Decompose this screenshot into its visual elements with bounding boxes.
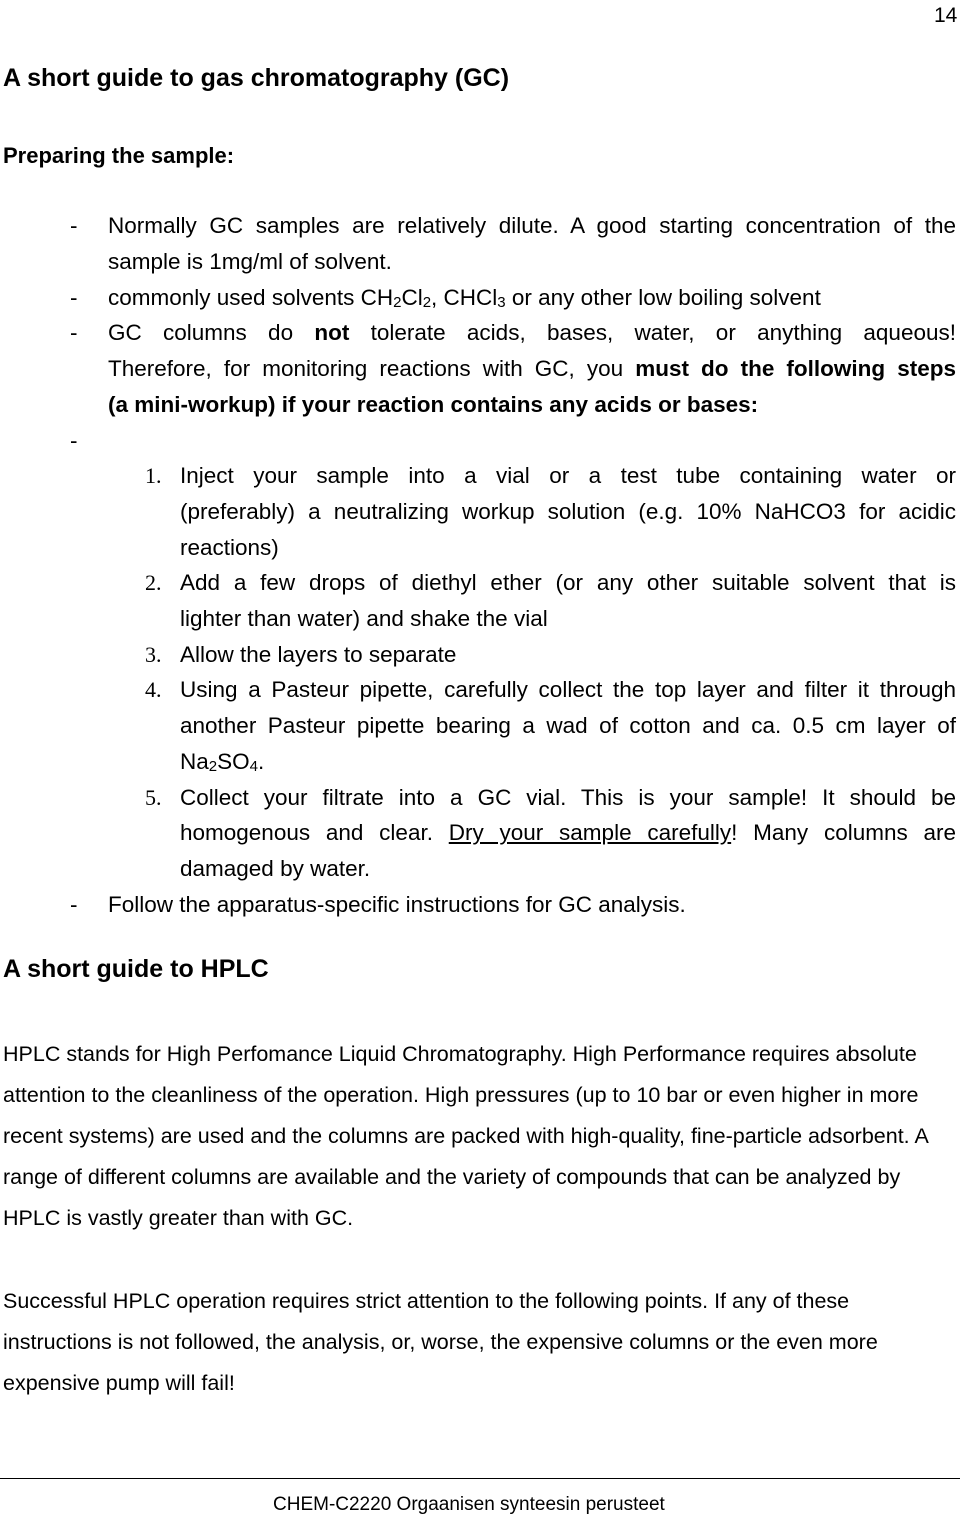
- hplc-paragraph-1: HPLC stands for High Perfomance Liquid Chromatography. High Performance requires absolute attention to the cleanliness of the operation. High pressures (up to 10 bar or even higher in more recent systems) are used and the columns are packed with high-quality, fine-particle adsorbent. A range of different columns are available and the variety of compounds that can be analyzed by HPLC is vastly greater than with GC.: [3, 1042, 928, 1230]
- bullet-dash: -: [70, 428, 78, 453]
- bullet1-line2: sample is 1mg/ml of solvent.: [108, 249, 392, 274]
- preparing-sample-subtitle: Preparing the sample:: [3, 143, 235, 168]
- step5-line2: homogenous and clear. Dry your sample carefully! Many columns are: [180, 820, 957, 845]
- bullet3-line2: Therefore, for monitoring reactions with GC, you must do the following steps: [108, 356, 957, 381]
- bullet-dash: -: [70, 320, 78, 345]
- step-number: 5.: [145, 785, 162, 810]
- page-number: 14: [934, 4, 958, 27]
- step4-line1: Using a Pasteur pipette, carefully collect the top layer and filter it through: [180, 677, 956, 702]
- step-number: 3.: [145, 642, 162, 667]
- step-number: 2.: [145, 570, 162, 595]
- step-number: 4.: [145, 677, 162, 702]
- hplc-section-title: A short guide to HPLC: [3, 955, 269, 983]
- bullet-dash: -: [70, 213, 78, 238]
- step2-line1: Add a few drops of diethyl ether (or any other suitable solvent that is: [180, 570, 956, 595]
- step1-line2: (preferably) a neutralizing workup solution (e.g. 10% NaHCO3 for acidic: [180, 499, 956, 524]
- bullet4-line1: Follow the apparatus-specific instructions for GC analysis.: [108, 892, 686, 917]
- step3-line1: Allow the layers to separate: [180, 642, 457, 667]
- dry-sample-emphasis: Dry your sample carefully: [448, 820, 732, 845]
- hplc-paragraph-2: Successful HPLC operation requires strict attention to the following points. If any of these instructions is not followed, the analysis, or, worse, the expensive columns or the even more expensive pump will fail!: [3, 1289, 878, 1395]
- bullet3-line3: (a mini-workup) if your reaction contains any acids or bases:: [108, 392, 759, 417]
- step1-line1: Inject your sample into a vial or a test tube containing water or: [180, 463, 956, 488]
- step4-line2: another Pasteur pipette bearing a wad of cotton and ca. 0.5 cm layer of: [180, 713, 956, 738]
- step5-line3: damaged by water.: [180, 856, 371, 881]
- bullet2-solvents: commonly used solvents $CH_2Cl_2$, CHCl$_3$ or any other low boiling solvent: [108, 285, 821, 311]
- bullet-dash: -: [70, 892, 78, 917]
- gc-section-title: A short guide to gas chromatography (GC): [3, 64, 510, 92]
- bullet3-line1: GC columns do not tolerate acids, bases, water, or anything aqueous!: [108, 320, 956, 345]
- step-number: 1.: [145, 463, 162, 488]
- footer-rule: [0, 1478, 960, 1479]
- bullet-dash: -: [70, 285, 78, 310]
- step5-line1: Collect your filtrate into a GC vial. This is your sample! It should be: [180, 785, 956, 810]
- step4-formula: $Na_2SO_4$.: [180, 749, 265, 775]
- bullet1-line1: Normally GC samples are relatively dilute. A good starting concentration of the: [108, 213, 956, 238]
- step2-line2: lighter than water) and shake the vial: [180, 606, 548, 631]
- step1-line3: reactions): [180, 535, 279, 560]
- footer-course-title: CHEM-C2220 Orgaanisen synteesin perusteet: [273, 1494, 665, 1515]
